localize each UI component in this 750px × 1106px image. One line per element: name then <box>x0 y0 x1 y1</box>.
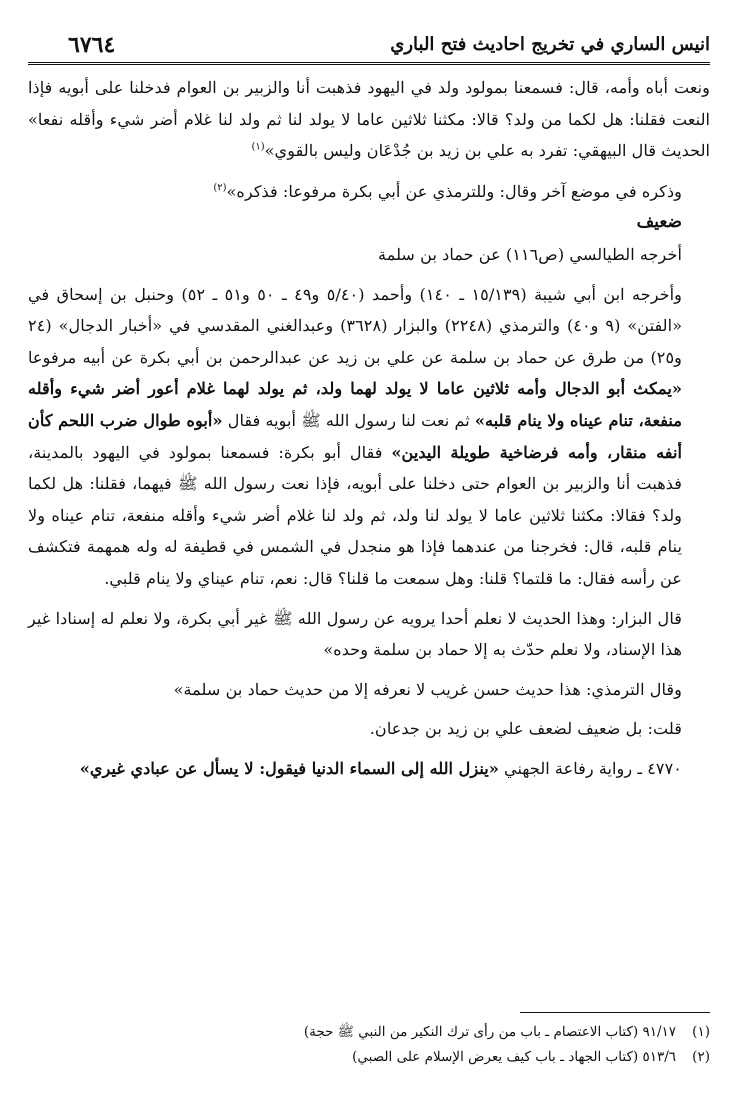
paragraph: وأخرجه ابن أبي شيبة (١٥/١٣٩ ـ ١٤٠) وأحمد (٥/٤٠ و٤٩ ـ ٥٠ و٥١ ـ ٥٢) وحنبل بن إسحاق في «الفتن» (٩ و٤٠) والترمذي (٢٢٤٨) والبزار (٣٦٢٨) وعبدالغني المقدسي في «أخبار الدجال» (٢٤ و٢٥) من طرق عن حماد بن سلمة عن علي بن زيد عن عبدالرحمن بن أبي بكرة عن أبيه مرفوعا «يمكث أبو الدجال وأمه ثلاثين عاما لا يولد لهما ولد، ثم يولد لهما غلام أعور أضر شيء وأقله منفعة، تنام عيناه ولا ينام قلبه» ثم نعت لنا رسول الله ﷺ أبويه فقال «أبوه طوال ضرب اللحم كأن أنفه منقار، وأمه فرضاخية طويلة اليدين» فقال أبو بكرة: فسمعنا بمولود في اليهود بالمدينة، فذهبت أنا والزبير بن العوام حتى دخلنا على أبويه، فإذا نعت رسول الله ﷺ فيهما، فقلنا: هل لكما ولد؟ فقالا: مكثنا ثلاثين عاما لا يولد لنا ولد، ثم ولد لنا غلام أضر شيء وأقله منفعة، تنام عيناه ولا ينام قلبه، قال: فخرجنا من عندهما فإذا هو منجدل في الشمس في قطيفة له وله همهمة فتكشف عن رأسه فقال: ما قلتما؟ قلنا: وهل سمعت ما قلنا؟ قال: نعم، تنام عيناي ولا ينام قلبي. <box>28 284 682 588</box>
running-title: انيس الساري في تخريج احاديث فتح الباري <box>390 34 710 55</box>
page-header <box>28 30 710 60</box>
hadith-text: «يمكث أبو الدجال وأمه ثلاثين عاما لا يولد لهما ولد، ثم يولد لهما غلام أعور أضر شيء وأقله منفعة، تنام عيناه ولا ينام قلبه» <box>28 379 682 430</box>
footnote-ref: (١) <box>251 141 265 153</box>
page-number: ٦٧٦٤ <box>68 32 116 58</box>
footnote-number: (١) <box>692 1024 710 1040</box>
section-heading: ضعيف <box>636 212 682 233</box>
footnote-divider <box>520 1012 710 1013</box>
main-text <box>28 72 710 784</box>
footnote <box>28 1020 710 1045</box>
header-divider <box>28 62 710 65</box>
footnote-text: ٥١٣/٦ (كتاب الجهاد ـ باب كيف يعرض الإسلام على الصبي) <box>352 1049 676 1065</box>
paragraph: وقال الترمذي: هذا حديث حسن غريب لا نعرفه إلا من حديث حماد بن سلمة» <box>173 679 682 699</box>
paragraph: قلت: بل ضعيف لضعف علي بن زيد بن جدعان. <box>369 719 682 739</box>
hadith-text: «ينزل الله إلى السماء الدنيا فيقول: لا يسأل عن عبادي غيري» <box>79 758 499 778</box>
footnote-text: ٩١/١٧ (كتاب الاعتصام ـ باب من رأى ترك النكير من النبي ﷺ حجة) <box>303 1024 676 1040</box>
footnote-ref: (٢) <box>213 182 227 194</box>
hadith-number: ٤٧٧٠ ـ رواية رفاعة الجهني <box>498 758 682 778</box>
paragraph: ونعت أباه وأمه، قال: فسمعنا بمولود ولد في اليهود فذهبت أنا والزبير بن العوام فدخلنا على أبويه فإذا النعت فقلنا: هل لكما من ولد؟ قالا: مكثنا ثلاثين عاما لا يولد لنا ثم ولد لنا غلام أضر شيء وأقله نفعا» الحديث قال البيهقي: تفرد به علي بن زيد بن جُدْعَان وليس بالقوي»$^{(١)}$ <box>28 78 710 161</box>
footnotes <box>28 1020 710 1070</box>
paragraph: قال البزار: وهذا الحديث لا نعلم أحدا يرويه عن رسول الله ﷺ غير أبي بكرة، ولا نعلم له إسنادا غير هذا الإسناد، ولا نعلم حدّث به إلا حماد بن سلمة وحده» <box>28 608 682 660</box>
footnote <box>28 1045 710 1070</box>
footnote-number: (٢) <box>692 1049 710 1065</box>
hadith-text: «أبوه طوال ضرب اللحم كأن أنفه منقار، وأمه فرضاخية طويلة اليدين» <box>28 410 682 462</box>
paragraph: أخرجه الطيالسي (ص١١٦) عن حماد بن سلمة <box>378 244 682 264</box>
paragraph <box>28 753 710 785</box>
paragraph: وذكره في موضع آخر وقال: وللترمذي عن أبي بكرة مرفوعا: فذكره»$^{(٢)}$ <box>213 181 682 201</box>
